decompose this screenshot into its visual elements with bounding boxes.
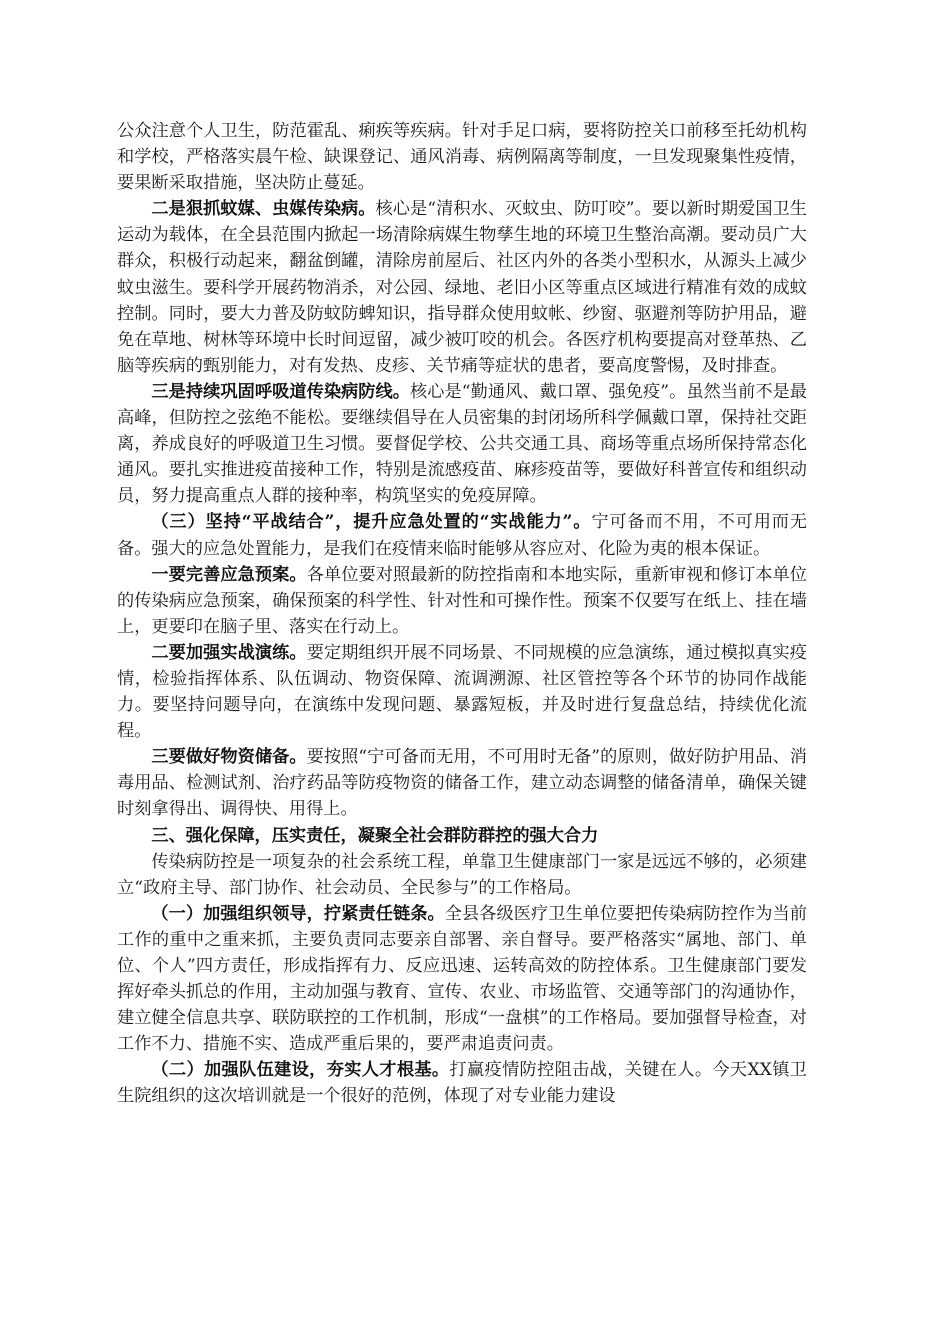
- paragraph-2-text: 核心是“清积水、灭蚊虫、防叮咬”。要以新时期爱国卫生运动为载体，在全县范围内掀起一场清除病媒生物孳生地的环境卫生整治高潮。要动员广大群众，积极行动起来，翻盆倒罐，清除房前屋后、社区内外的各类小型积水，从源头上减少蚊虫滋生。要科学开展药物消杀，对公园、绿地、老旧小区等重点区域进行精准有效的成蚊控制。同时，要大力普及防蚊防蜱知识，指导群众使用蚊帐、纱窗、驱避剂等防护用品，避免在草地、树林等环境中长时间逗留，减少被叮咬的机会。各医疗机构要提高对登革热、乙脑等疾病的甄别能力，对有发热、皮疹、关节痛等症状的患者，要高度警惕，及时排查。: [117, 199, 807, 376]
- paragraph-9: [117, 849, 807, 901]
- paragraph-10: [117, 901, 807, 1058]
- paragraph-1: [117, 118, 807, 196]
- paragraph-3-lead: 三是持续巩固呼吸道传染病防线。: [151, 381, 411, 402]
- paragraph-2-lead: 二是狠抓蚊媒、虫媒传染病。: [151, 199, 376, 220]
- paragraph-7-text: 要按照“宁可备而无用，不可用时无备”的原则，做好防护用品、消毒用品、检测试剂、治疗药品等防疫物资的储备工作，建立动态调整的储备清单，确保关键时刻拿得出、调得快、用得上。: [117, 747, 807, 820]
- paragraph-3-text: 核心是“勤通风、戴口罩、强免疫”。虽然当前不是最高峰，但防控之弦绝不能松。要继续倡导在人员密集的封闭场所科学佩戴口罩，保持社交距离，养成良好的呼吸道卫生习惯。要督促学校、公共交通工具、商场等重点场所保持常态化通风。要扎实推进疫苗接种工作，特别是流感疫苗、麻疹疫苗等，要做好科普宣传和组织动员，努力提高重点人群的接种率，构筑坚实的免疫屏障。: [117, 381, 807, 507]
- paragraph-4-lead: （三）坚持“平战结合”，提升应急处置的“实战能力”。: [151, 512, 592, 533]
- paragraph-11-lead: （二）加强队伍建设，夯实人才根基。: [151, 1060, 450, 1081]
- paragraph-7: [117, 744, 807, 822]
- paragraph-5-lead: 一要完善应急预案。: [151, 564, 307, 585]
- paragraph-3: [117, 379, 807, 509]
- section-heading-3: [117, 823, 807, 849]
- paragraph-7-lead: 三要做好物资储备。: [151, 747, 307, 768]
- paragraph-11: [117, 1057, 807, 1109]
- paragraph-4: [117, 509, 807, 561]
- paragraph-6: [117, 640, 807, 744]
- paragraph-5-text: 各单位要对照最新的防控指南和本地实际，重新审视和修订本单位的传染病应急预案，确保预案的科学性、针对性和可操作性。预案不仅要写在纸上、挂在墙上，更要印在脑子里、落实在行动上。: [117, 564, 807, 637]
- paragraph-10-text: 全县各级医疗卫生单位要把传染病防控作为当前工作的重中之重来抓，主要负责同志要亲自部署、亲自督导。要严格落实“属地、部门、单位、个人”四方责任，形成指挥有力、反应迅速、运转高效的防控体系。卫生健康部门要发挥好牵头抓总的作用，主动加强与教育、宣传、农业、市场监管、交通等部门的沟通协作，建立健全信息共享、联防联控的工作机制，形成“一盘棋”的工作格局。要加强督导检查，对工作不力、措施不实、造成严重后果的，要严肃追责问责。: [117, 903, 807, 1055]
- section-heading-3-text: 三、强化保障，压实责任，凝聚全社会群防群控的强大合力: [151, 825, 599, 846]
- paragraph-2: [117, 196, 807, 379]
- paragraph-10-lead: （一）加强组织领导，拧紧责任链条。: [151, 903, 445, 924]
- paragraph-6-lead: 二要加强实战演练。: [151, 642, 307, 663]
- paragraph-9-text: 传染病防控是一项复杂的社会系统工程，单靠卫生健康部门一家是远远不够的，必须建立“政府主导、部门协作、社会动员、全民参与”的工作格局。: [117, 851, 807, 898]
- paragraph-11-text: 打赢疫情防控阻击战，关键在人。今天XX镇卫生院组织的这次培训就是一个很好的范例，体现了对专业能力建设: [117, 1060, 807, 1107]
- paragraph-4-text: 宁可备而不用，不可用而无备。强大的应急处置能力，是我们在疫情来临时能够从容应对、化险为夷的根本保证。: [117, 512, 807, 559]
- paragraph-5: [117, 562, 807, 640]
- paragraph-1-text: 公众注意个人卫生，防范霍乱、痢疾等疾病。针对手足口病，要将防控关口前移至托幼机构和学校，严格落实晨午检、缺课登记、通风消毒、病例隔离等制度，一旦发现聚集性疫情，要果断采取措施，坚决防止蔓延。: [117, 121, 807, 194]
- paragraph-6-text: 要定期组织开展不同场景、不同规模的应急演练，通过模拟真实疫情，检验指挥体系、队伍调动、物资保障、流调溯源、社区管控等各个环节的协同作战能力。要坚持问题导向，在演练中发现问题、暴露短板，并及时进行复盘总结，持续优化流程。: [117, 642, 807, 742]
- document-body: [117, 118, 807, 1110]
